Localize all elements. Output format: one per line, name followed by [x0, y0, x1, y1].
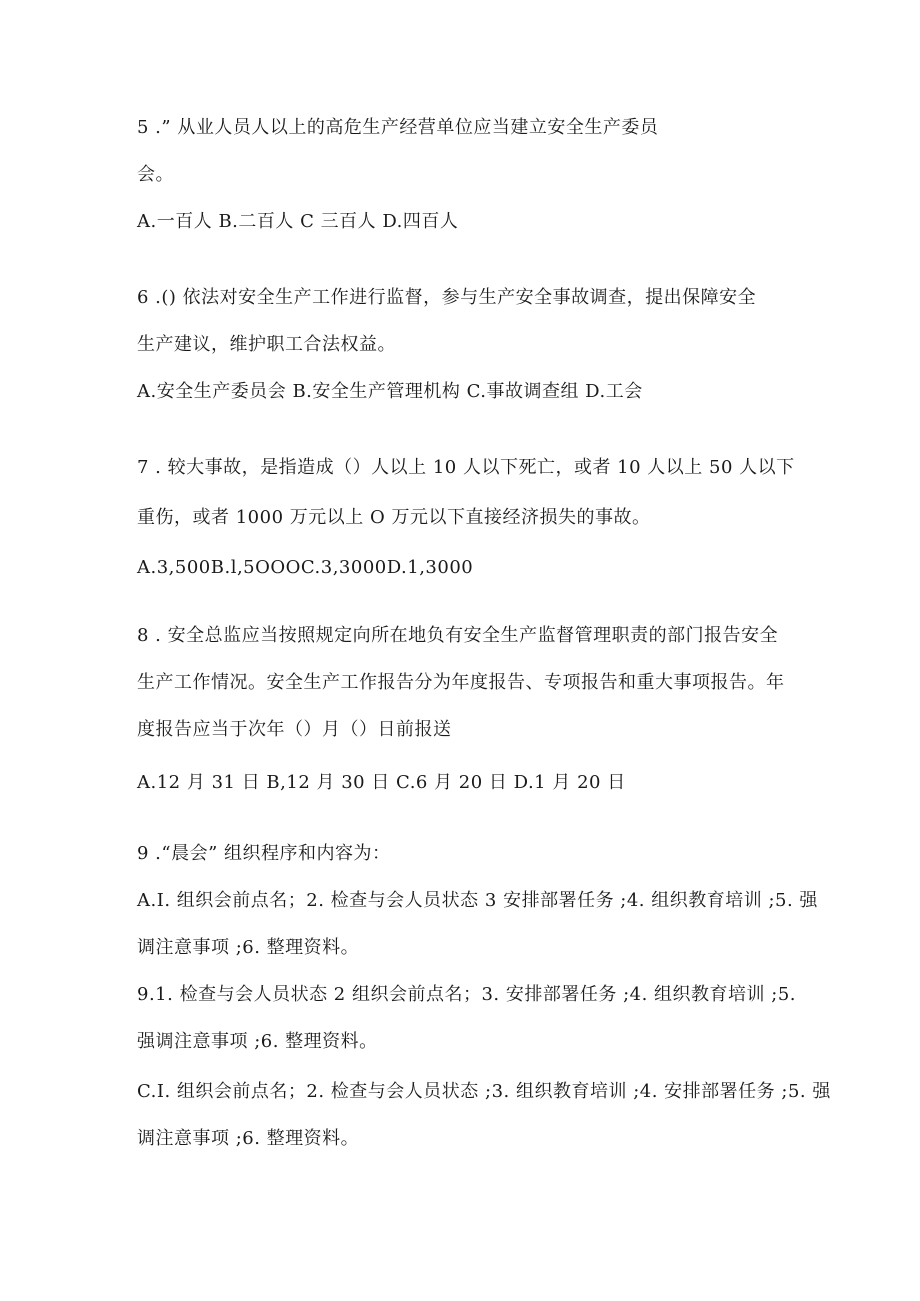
- question-8-line-3: 度报告应当于次年（）月（）日前报送: [137, 719, 452, 740]
- question-9-option-a-line-2: 调注意事项 ;6. 整理资料。: [137, 937, 360, 958]
- question-9-option-b-line-1: 9.1. 检查与会人员状态 2 组织会前点名；3. 安排部署任务 ;4. 组织教育培训 ;5.: [137, 984, 796, 1005]
- question-9-option-b-line-2: 强调注意事项 ;6. 整理资料。: [137, 1031, 378, 1052]
- question-6-options: A.安全生产委员会 B.安全生产管理机构 C.事故调查组 D.工会: [137, 381, 643, 402]
- question-9-option-c-line-2: 调注意事项 ;6. 整理资料。: [137, 1128, 360, 1149]
- question-9-option-c-line-1: C.I. 组织会前点名；2. 检查与会人员状态 ;3. 组织教育培训 ;4. 安排部署任务 ;5. 强: [137, 1081, 831, 1102]
- question-7-options: A.3,500B.l,5OOOC.3,3000D.1,3000: [137, 557, 474, 578]
- question-5-line-2: 会。: [137, 164, 174, 185]
- question-6-line-1: 6 .() 依法对安全生产工作进行监督，参与生产安全事故调查，提出保障安全: [137, 287, 757, 308]
- question-8-line-1: 8 . 安全总监应当按照规定向所在地负有安全生产监督管理职责的部门报告安全: [137, 625, 779, 646]
- question-7-line-2: 重伤，或者 1000 万元以上 O 万元以下直接经济损失的事故。: [137, 507, 651, 528]
- question-6-line-2: 生产建议，维护职工合法权益。: [137, 334, 396, 355]
- question-5-line-1: 5 .” 从业人员人以上的高危生产经营单位应当建立安全生产委员: [137, 117, 659, 138]
- question-8-line-2: 生产工作情况。安全生产工作报告分为年度报告、专项报告和重大事项报告。年: [137, 672, 785, 693]
- question-9-option-a-line-1: A.I. 组织会前点名；2. 检查与会人员状态 3 安排部署任务 ;4. 组织教育培训 ;5. 强: [137, 890, 818, 911]
- question-7-line-1: 7 . 较大事故，是指造成（）人以上 10 人以下死亡，或者 10 人以上 50 人以下: [137, 457, 795, 478]
- question-5-options: A.一百人 B.二百人 C 三百人 D.四百人: [137, 211, 459, 232]
- question-9-stem: 9 .“晨会” 组织程序和内容为：: [137, 843, 391, 864]
- question-8-options: A.12 月 31 日 B,12 月 30 日 C.6 月 20 日 D.1 月 20 日: [137, 772, 626, 793]
